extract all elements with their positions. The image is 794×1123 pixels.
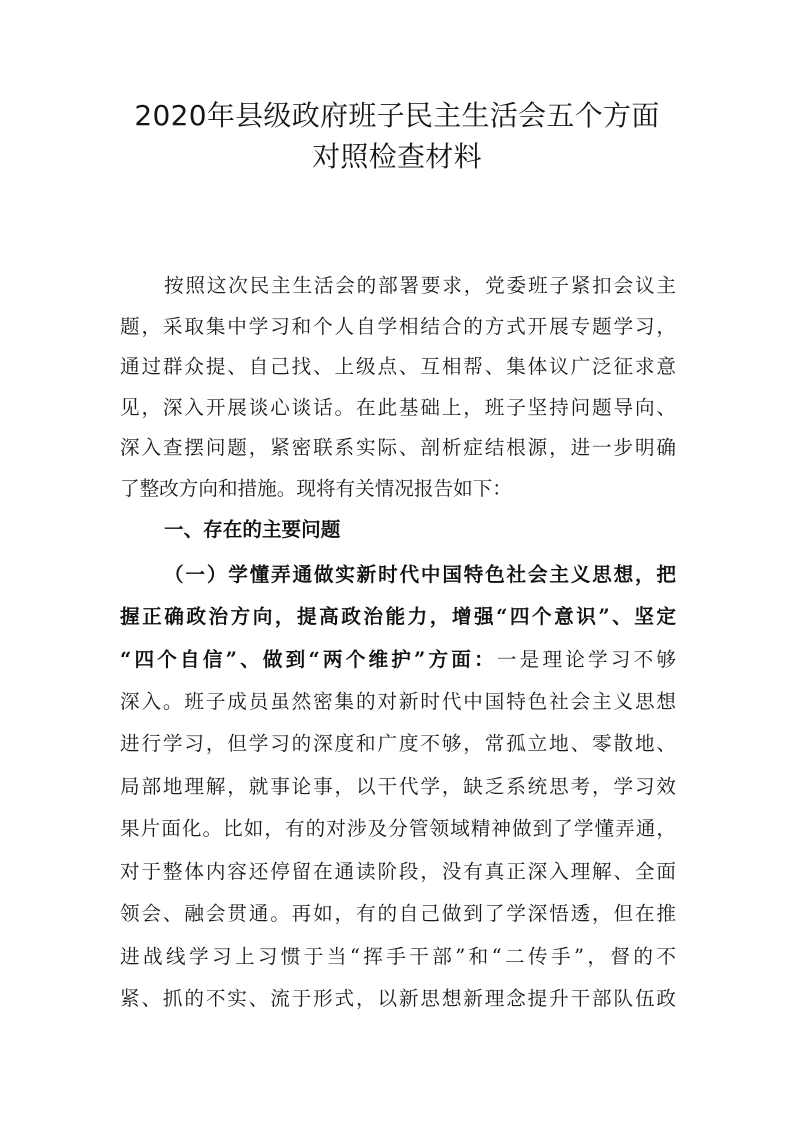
body-line-8: 紧、抓的不实、流于形式，以新思想新理念提升干部队伍政 (120, 987, 676, 1010)
document-title-line-1: 2020年县级政府班子民主生活会五个方面 (134, 99, 660, 132)
subsection-1-line-1: （一）学懂弄通做实新时代中国特色社会主义思想，把 (164, 563, 676, 586)
subsection-1-line-3 (120, 644, 676, 676)
subsection-1-normal-start: 一是理论学习不够 (496, 648, 676, 671)
document-title-line-2: 对照检查材料 (312, 140, 482, 173)
intro-line-4: 见，深入开展谈心谈话。在此基础上，班子坚持问题导向、 (120, 396, 676, 419)
intro-line-1: 按照这次民主生活会的部署要求，党委班子紧扣会议主 (164, 274, 676, 297)
body-line-5: 对于整体内容还停留在通读阶段，没有真正深入理解、全面 (120, 860, 676, 883)
body-line-1: 深入。班子成员虽然密集的对新时代中国特色社会主义思想 (120, 690, 676, 713)
intro-line-5: 深入查摆问题，紧密联系实际、剖析症结根源，进一步明确 (120, 436, 676, 459)
section-heading-1: 一、存在的主要问题 (164, 518, 341, 541)
body-line-7: 进战线学习上习惯于当“挥手干部”和“二传手”，督的不 (120, 945, 676, 968)
body-line-3: 局部地理解，就事论事，以干代学，缺乏系统思考，学习效 (120, 775, 676, 798)
body-line-4: 果片面化。比如，有的对涉及分管领域精神做到了学懂弄通， (120, 817, 676, 840)
subsection-1-bold-tail: “四个自信”、做到“两个维护”方面： (120, 648, 497, 671)
body-line-2: 进行学习，但学习的深度和广度不够，常孤立地、零散地、 (120, 732, 676, 755)
body-line-6: 领会、融会贯通。再如，有的自己做到了学深悟透，但在推 (120, 902, 676, 925)
intro-line-6: 了整改方向和措施。现将有关情况报告如下： (120, 477, 512, 500)
subsection-1-line-2: 握正确政治方向，提高政治能力，增强“四个意识”、坚定 (120, 605, 676, 628)
intro-line-2: 题，采取集中学习和个人自学相结合的方式开展专题学习， (120, 315, 676, 338)
intro-line-3: 通过群众提、自己找、上级点、互相帮、集体议广泛征求意 (120, 355, 676, 378)
